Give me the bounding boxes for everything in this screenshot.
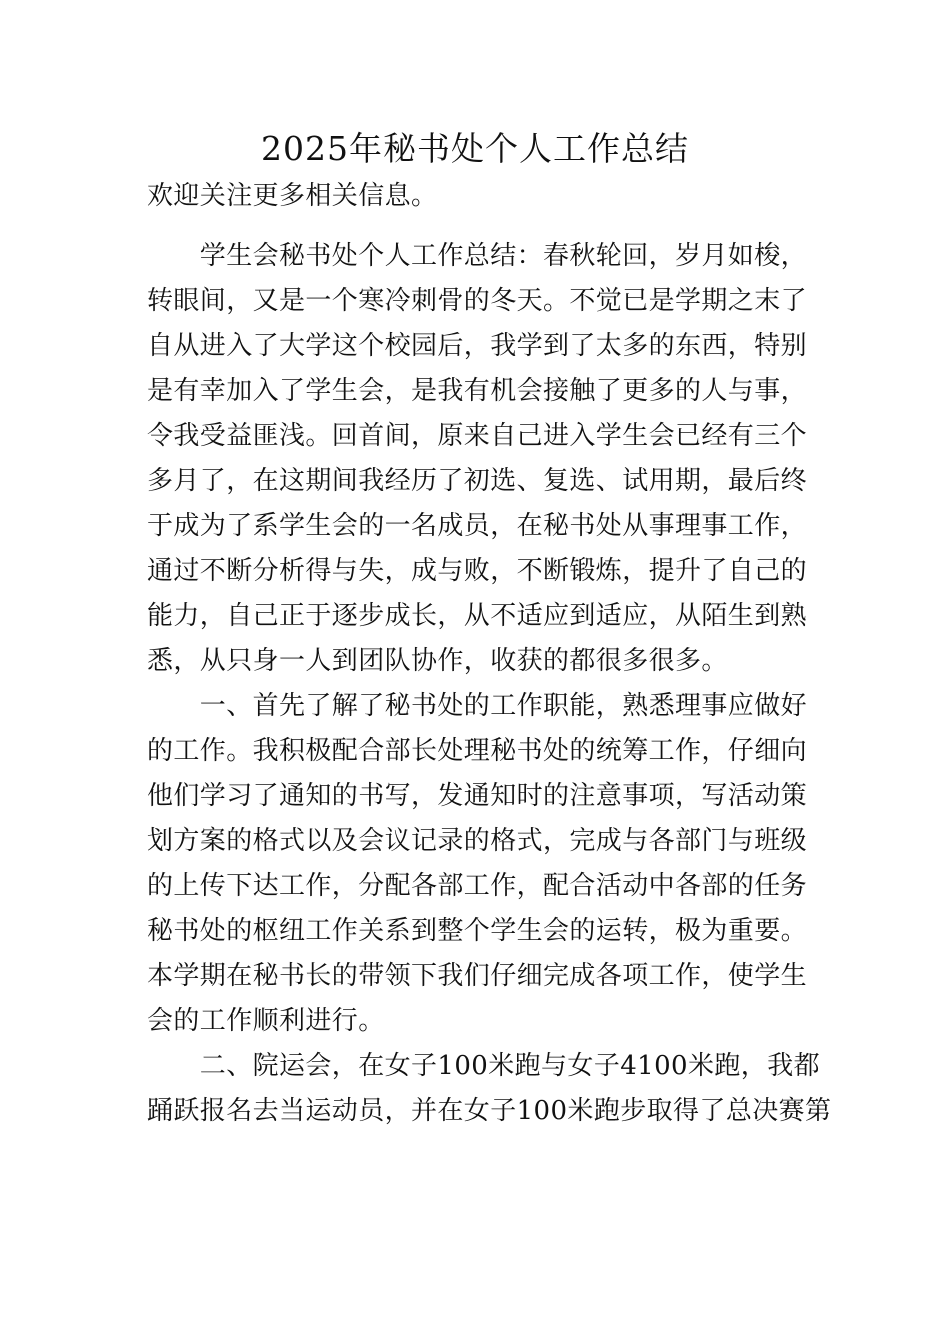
text-line: 悉，从只身一人到团队协作，收获的都很多很多。	[147, 646, 728, 676]
text-line: 多月了，在这期间我经历了初选、复选、试用期，最后终	[147, 466, 808, 496]
text-line: 一、首先了解了秘书处的工作职能，熟悉理事应做好	[147, 691, 808, 721]
text-line: 转眼间，又是一个寒冷刺骨的冬天。不觉已是学期之末了	[147, 286, 808, 316]
text-line: 是有幸加入了学生会，是我有机会接触了更多的人与事，	[147, 376, 808, 406]
text-line: 欢迎关注更多相关信息。	[147, 181, 438, 211]
text-line: 自从进入了大学这个校园后，我学到了太多的东西，特别	[147, 331, 808, 361]
text-line: 能力，自己正于逐步成长，从不适应到适应，从陌生到熟	[147, 601, 808, 631]
text-line: 令我受益匪浅。回首间，原来自己进入学生会已经有三个	[147, 421, 808, 451]
text-line: 踊跃报名去当运动员，并在女子100米跑步取得了总决赛第	[147, 1096, 832, 1126]
text-line: 本学期在秘书长的带领下我们仔细完成各项工作，使学生	[147, 961, 808, 991]
text-line: 通过不断分析得与失，成与败，不断锻炼，提升了自己的	[147, 556, 808, 586]
text-line: 划方案的格式以及会议记录的格式，完成与各部门与班级	[147, 826, 808, 856]
document-title: 2025年秘书处个人工作总结	[261, 129, 689, 168]
text-line: 于成为了系学生会的一名成员，在秘书处从事理事工作，	[147, 511, 808, 541]
text-line: 学生会秘书处个人工作总结：春秋轮回，岁月如梭，	[147, 241, 808, 271]
text-line: 二、院运会，在女子100米跑与女子4100米跑，我都	[147, 1051, 820, 1081]
text-line: 的工作。我积极配合部长处理秘书处的统筹工作，仔细向	[147, 736, 808, 766]
text-line: 的上传下达工作，分配各部工作，配合活动中各部的任务	[147, 871, 808, 901]
text-line: 会的工作顺利进行。	[147, 1006, 385, 1036]
text-line: 秘书处的枢纽工作关系到整个学生会的运转，极为重要。	[147, 916, 808, 946]
text-line: 他们学习了通知的书写，发通知时的注意事项，写活动策	[147, 781, 808, 811]
